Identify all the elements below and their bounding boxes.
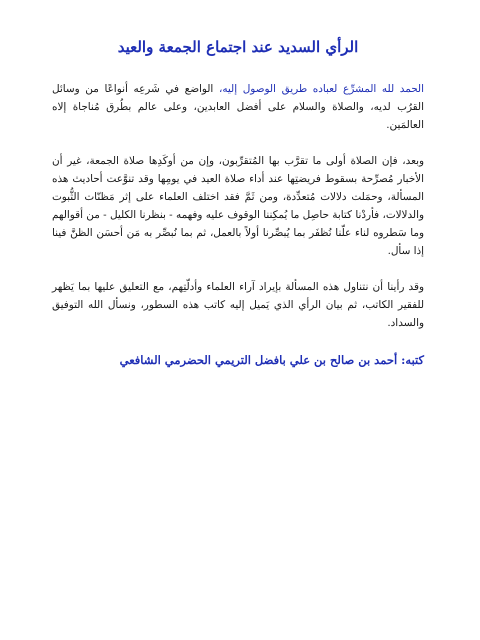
opening-phrase: الحمد لله المشرِّع لعباده طريق الوصول إليه،	[218, 83, 424, 95]
body-paragraph-2: وقد رأينا أن نتناول هذه المسألة بإيراد آراء العلماء وأدلّتِهم، مع التعليق عليها بما يَظهر للفقير الكاتب، ثم بيان الرأي الذي يَميل إليه كاتب هذه السطور، ونسأل الله التوفيق والسداد.	[52, 281, 424, 329]
document-title: الرأي السديد عند اجتماع الجمعة والعيد	[117, 38, 359, 56]
intro-paragraph-text: الواضع في شَرعِه أنواعًا من وسائل القرُب لديه، والصلاة والسلام على أفضل العابدين، وعلى عالم بطُرق مُناجاة إلاه العالمَين.	[52, 83, 424, 131]
body-paragraph-1: وبعد، فإن الصلاة أولى ما تقرَّب بها المُتقرِّبون، وإن من أوكَدِها صلاة الجمعة، غير أن الأخبار مُصرِّحة بسقوط فريضتِها عند أداء صلاة العيد في يومِها وقد تنوَّعت أحاديث هذه المسألة، وحمَلت دلالات مُتعدِّدة، ومن ثَمَّ فقد اختلف العلماء على إثر مَظنّات الثُّبوت والدلالات، فأردْنا كتابة حاصِل ما يُمكِننا الوقوف عليه وفهمه - بنظرنا الكليل - من أقوالهم وما سَطروه لناء علّنا نُظفَر بما يُبصِّرنا أولاً بالعمل، ثم بما نُبصِّر به مَن أحسَن الظنَّ فينا إذا سأل.	[52, 155, 424, 257]
author-signature: كتبه: أحمد بن صالح بن علي بافضل التريمي الحضرمي الشافعي	[119, 353, 424, 367]
intro-paragraph	[52, 80, 424, 134]
